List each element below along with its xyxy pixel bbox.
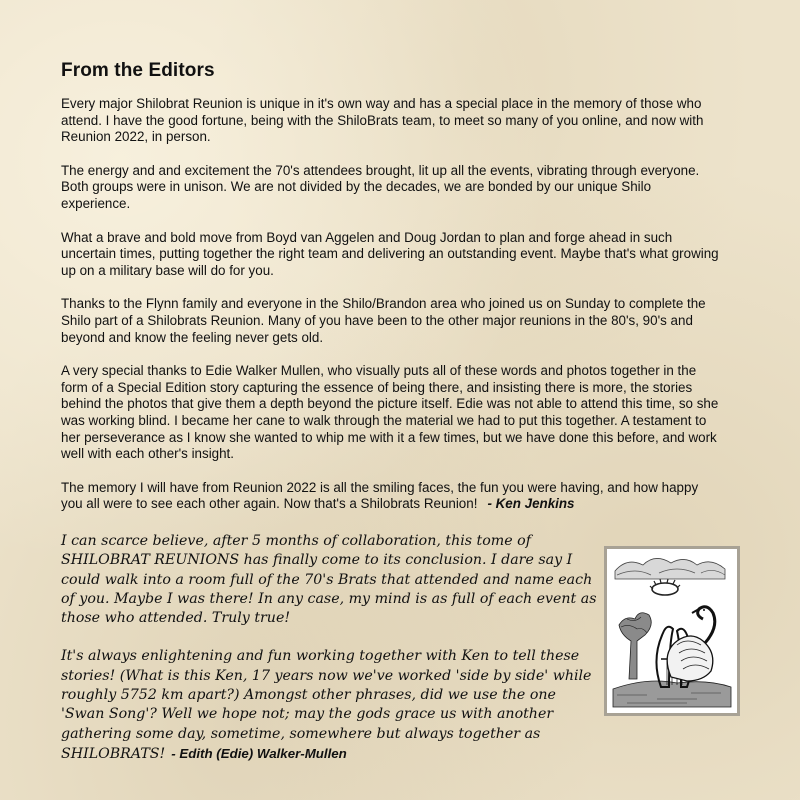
letter-paragraph-text: The memory I will have from Reunion 2022 is all the smiling faces, the fun you were having, and how happy you all were to see each other again. Now that's a Shilobrats Reunion! [61, 479, 699, 512]
edie-note [61, 532, 601, 783]
swan-engraving-image [604, 546, 740, 716]
letter-paragraph: Every major Shilobrat Reunion is unique in it's own way and has a special place in the memory of those who attend. I have the good fortune, being with the ShiloBrats team, to meet so many of you online, and now with Reunion 2022, in person. [61, 96, 704, 145]
letter-closing-paragraph [61, 480, 721, 513]
ken-signature: - Ken Jenkins [487, 496, 575, 512]
letter-paragraph: What a brave and bold move from Boyd van Aggelen and Doug Jordan to plan and forge ahead in such uncertain times, putting together the right team and delivering an outstanding event. Maybe that's what growing up on a military base will do for you. [61, 229, 719, 278]
page-title: From the Editors [61, 60, 215, 81]
note-paragraph: I can scarce believe, after 5 months of collaboration, this tome of SHILOBRAT REUNIONS has finally come to its conclusion. I dare say I could walk into a room full of the 70's Brats that attended and name each of you. Maybe I was there! In any case, my mind is as full of each event as those who attended. Truly true! [61, 533, 597, 627]
edie-signature: - Edith (Edie) Walker-Mullen [171, 745, 347, 761]
letter-paragraph: The energy and and excitement the 70's attendees brought, lit up all the events, vibrating through everyone. Both groups were in unison. We are not divided by the decades, we are bonded by our unique Shilo experience. [61, 162, 700, 211]
note-paragraph-text: It's always enlightening and fun working together with Ken to tell these stories! (What is this Ken, 17 years now we've worked 'side by side' while roughly 5752 km apart?) Amongst other phrases, did we use the one 'Swan Song'? Well we hope not; may the gods grace us with another gathering some day, sometime, somewhere but always together as SHILOBRATS! [61, 648, 592, 762]
swan-lyre-icon [607, 549, 737, 713]
note-closing-paragraph [61, 647, 601, 764]
letter-paragraph: Thanks to the Flynn family and everyone in the Shilo/Brandon area who joined us on Sunday to complete the Shilo part of a Shilobrats Reunion. Many of you have been to the other major reunions in the 80's, 90's and beyond and know the feeling never gets old. [61, 296, 706, 345]
letter-paragraph: A very special thanks to Edie Walker Mullen, who visually puts all of these words and photos together in the form of a Special Edition story capturing the essence of being there, and insisting there is more, the stories behind the photos that give them a depth beyond the picture itself. Edie was not able to attend this time, so she was working blind. I became her cane to walk through the material we had to put this together. A testament to her perseverance as I know she wanted to whip me with it a few times, but we have done this before, and work well with each other's insight. [61, 363, 719, 462]
editors-letter [61, 96, 721, 530]
